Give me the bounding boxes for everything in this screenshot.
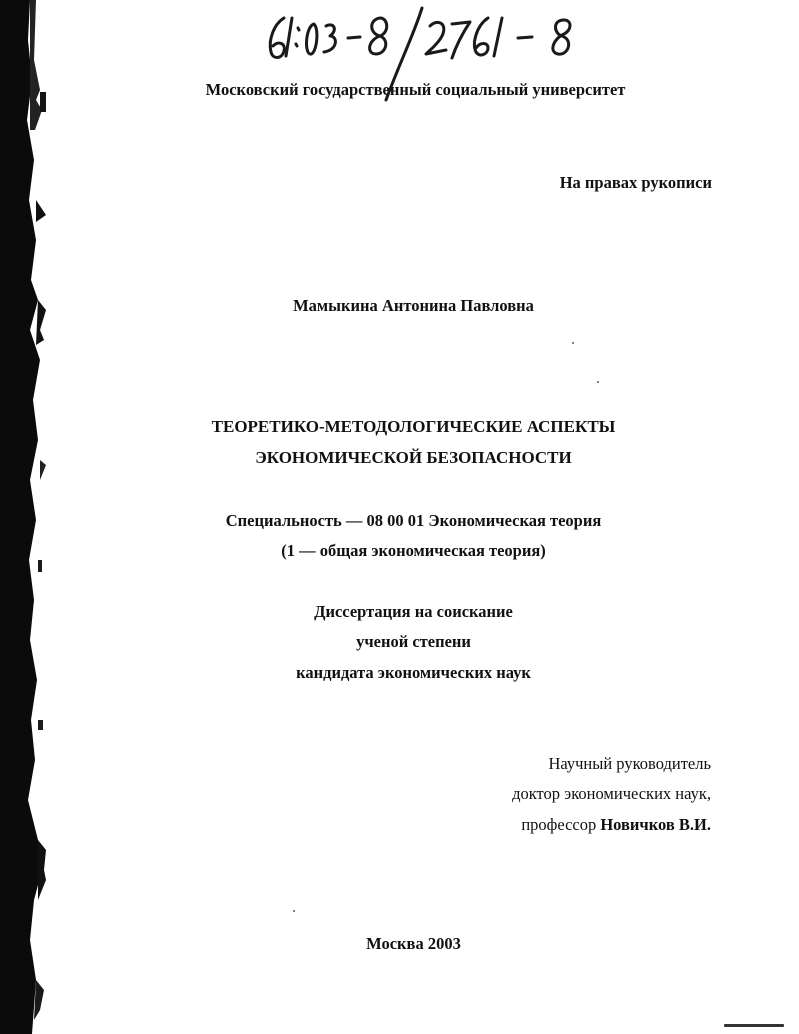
supervisor-name-line	[0, 815, 711, 835]
degree-line1: Диссертация на соискание	[314, 602, 513, 621]
archive-number	[262, 4, 592, 74]
supervisor-role: Научный руководитель	[548, 754, 711, 773]
university-name: Московский государственный социальный университет	[205, 80, 626, 99]
degree-line3: кандидата экономических наук	[296, 663, 531, 682]
scan-speck	[597, 381, 599, 383]
dissertation-title-line1: ТЕОРЕТИКО-МЕТОДОЛОГИЧЕСКИЕ АСПЕКТЫ	[211, 417, 616, 436]
degree-line2: ученой степени	[356, 632, 471, 651]
dissertation-title-line2: ЭКОНОМИЧЕСКОЙ БЕЗОПАСНОСТИ	[255, 448, 572, 467]
author-name: Мамыкина Антонина Павловна	[293, 296, 534, 315]
supervisor-degree: доктор экономических наук,	[512, 784, 711, 803]
specialty-line2: (1 — общая экономическая теория)	[281, 541, 546, 560]
supervisor-title-prefix: профессор	[521, 815, 597, 834]
city-year: Москва 2003	[366, 934, 461, 953]
scan-speck	[572, 342, 574, 344]
rights-note: На правах рукописи	[559, 173, 712, 192]
scan-edge-mark	[724, 1024, 784, 1027]
scan-speck	[293, 910, 295, 912]
specialty-line1: Специальность — 08 00 01 Экономическая теория	[225, 511, 602, 530]
supervisor-name: Новичков В.И.	[600, 815, 711, 834]
